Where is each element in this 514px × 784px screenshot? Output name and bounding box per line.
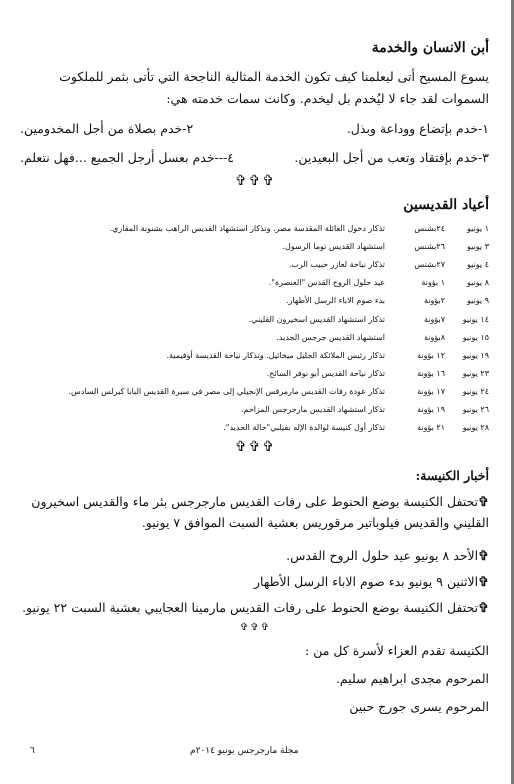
feast-coptic-date: ١ بؤونة [421, 278, 445, 288]
news-item-4 [18, 598, 489, 619]
cross-icon: ✞ [478, 549, 489, 564]
feast-description: استشهاد القديس توما الرسول. [282, 242, 385, 252]
news-text-1: تحتفل الكنيسة بوضع الحنوط على رفات القديس مارجرجس بئر ماء والقديس اسخيرون القليني والقديس فيلوباتير مرقوريس بعشية السبت الموافق ٧ يونيو. [31, 494, 489, 530]
service-item-2: ٢-خدم بصلاة من أجل المخدومين. [20, 121, 194, 136]
service-item-1: ١-خدم بإتضاع ووداعة وبذل. [346, 121, 489, 136]
feast-description: استشهاد القديس جرجس الجديد. [276, 332, 385, 342]
condolence-2: المرحوم يسرى جورج حبين [349, 699, 489, 714]
news-text-4: تحتفل الكنيسة بوضع الحنوط على رفات القديس مارمينا العجايبي بعشية السبت ٢٢ يونيو. [22, 600, 479, 615]
feast-description: تذكار رئيس الملائكة الجليل ميخائيل. وتذكار نياحة القديسة أوفيمية. [166, 350, 385, 360]
service-paragraph: يسوع المسيح أتى ليعلمنا كيف تكون الخدمة المثالية الناجحة التي تأتى بثمر للملكوت السموات لقد جاء لا ليُخدم بل ليخدم. وكانت سمات خدمته هي: [59, 69, 489, 106]
publication-footer: مجلة مارجرجس يونيو ٢٠١٤م [190, 746, 299, 756]
feast-date: ٢٤ يونيو [462, 386, 489, 396]
feast-row [20, 405, 489, 417]
feast-description: تذكار عودة رفات القديس مارمرقس الإنجيلي إلى مصر في سيرة القديس البابا كيرلس السادس. [68, 386, 385, 396]
news-text-3: الاثنين ٩ يونيو بدء صوم الاباء الرسل الأطهار [253, 574, 479, 589]
feast-row [20, 351, 489, 363]
service-items-row-2 [20, 150, 489, 165]
feast-coptic-date: ٧بؤونة [423, 314, 445, 324]
feast-date: ١ يونيو [467, 224, 489, 233]
feast-date: ٢٨ يونيو [462, 423, 489, 433]
news-item-1 [18, 492, 489, 533]
feast-coptic-date: ١٧ بؤونة [417, 386, 445, 396]
feast-coptic-date: ٢٦بشنس [414, 242, 445, 252]
feast-date: ١٤ يونيو [462, 314, 489, 324]
service-items-row-1 [20, 121, 489, 136]
feast-coptic-date: ١٩ بؤونة [417, 405, 445, 414]
feast-coptic-date: ١٦ بؤونة [417, 368, 445, 378]
cross-icon: ✞ [478, 495, 489, 510]
cross-icon: ✞ [478, 601, 489, 616]
feast-row [20, 242, 489, 254]
feast-date: ١٥ يونيو [462, 332, 489, 342]
feast-coptic-date: ٢١ بؤونة [417, 423, 445, 433]
feast-date: ٢٦ يونيو [462, 405, 489, 414]
feast-coptic-date: ٢بؤونة [423, 296, 445, 306]
service-item-4: ٤---خدم بعسل أرجل الجميع ...فهل نتعلم. [20, 150, 234, 165]
service-item-3: ٣-خدم بإفتقاد وتعب من أجل البعيدين. [294, 150, 489, 165]
feast-coptic-date: ٨بؤونة [423, 332, 445, 342]
news-text-2: الأحد ٨ يونيو عيد حلول الروح القدس. [286, 548, 479, 563]
feast-row [20, 423, 489, 435]
page-number: ٦ [30, 746, 35, 756]
feast-description: عيد حلول الروح القدس "العنصرة". [268, 278, 385, 288]
feast-description: تذكار استشهاد القديس مارجرجس المزاحم. [240, 405, 385, 414]
feast-row [20, 333, 489, 345]
feast-description: تذكار استشهاد القديس اسخيرون القليني. [248, 314, 385, 324]
feast-row [20, 260, 489, 272]
feast-description: تذكار نياحة القديس أبو نوفر السائح. [266, 368, 385, 378]
feast-description: بدء صوم الاباء الرسل الأطهار. [286, 296, 385, 306]
feast-date: ٢٣ يونيو [462, 368, 489, 378]
feast-date: ٨ يونيو [467, 278, 489, 288]
feast-row [20, 278, 489, 290]
condolence-intro: الكنيسة تقدم العزاء لأسرة كل من : [305, 643, 489, 658]
feast-row [20, 224, 489, 236]
feast-row [20, 296, 489, 308]
feast-date: ٩ يونيو [467, 296, 489, 306]
condolence-1: المرحوم مجدى ابراهيم سليم. [335, 671, 489, 686]
feast-row [20, 387, 489, 399]
feast-date: ١٩ يونيو [462, 350, 489, 360]
section-title-church-news: أخبار الكنيسة: [415, 468, 489, 483]
section-title-feasts: أعياد القديسين [403, 197, 489, 213]
cross-icon: ✞ [478, 575, 489, 590]
feast-date: ٣ يونيو [467, 242, 489, 252]
section-title-son-of-man-service: أبن الانسان والخدمة [371, 40, 489, 56]
cross-divider-1: ✞✞✞ [234, 173, 277, 189]
cross-divider-3: ✞✞✞ [239, 622, 272, 633]
feast-description: تذكار أول كنيسة لوالدة الإله بفيلبي"حالة الحديد". [223, 423, 385, 433]
feast-coptic-date: ٢٤بشنس [414, 224, 445, 233]
cross-divider-2: ✞✞✞ [234, 439, 277, 455]
feast-description: تذكار دخول العائلة المقدسة مصر. وتذكار استشهاد القديس الراهب بشنونة المقاري. [109, 224, 385, 233]
news-item-2 [18, 546, 489, 567]
feast-coptic-date: ٢٧بشنس [414, 260, 445, 270]
feast-row [20, 315, 489, 327]
feast-description: تذكار نياحة لعازر حبيب الرب. [288, 260, 385, 270]
feast-row [20, 369, 489, 381]
feast-date: ٤ يونيو [467, 260, 489, 270]
news-item-3 [18, 572, 489, 593]
feast-coptic-date: ١٢ بؤونة [417, 350, 445, 360]
